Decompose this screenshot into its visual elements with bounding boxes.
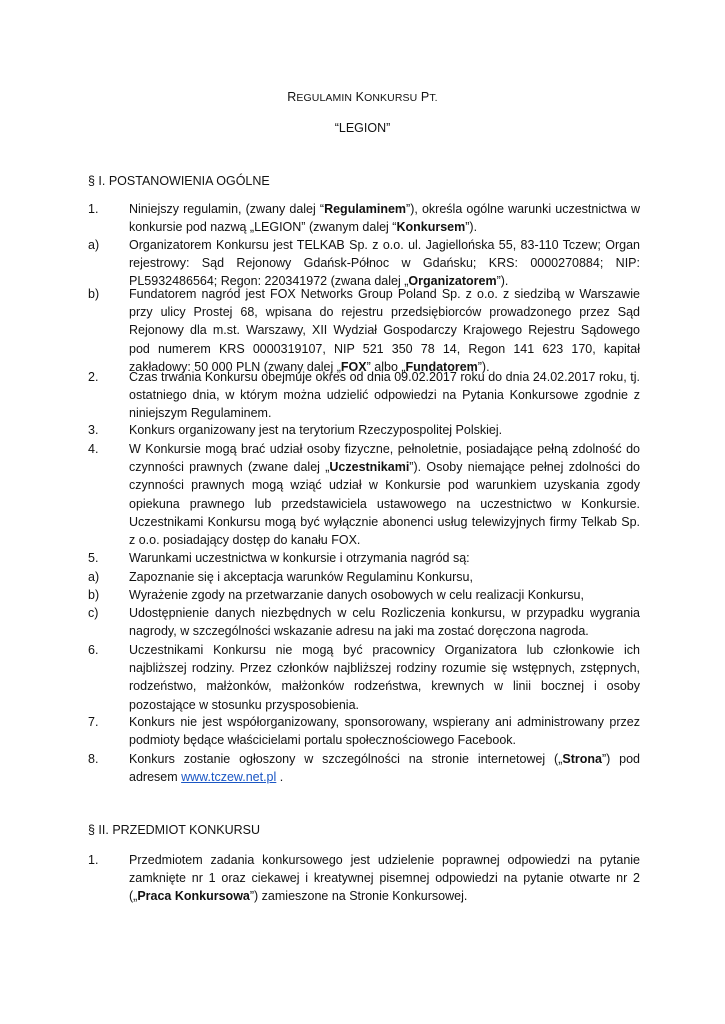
list-item: 3. Konkurs organizowany jest na terytorium Rzeczypospolitej Polskiej. (88, 423, 503, 437)
item-text: Czas trwania Konkursu obejmuje okres od dnia 09.02.2017 roku do dnia 24.02.2017 roku, tj. ostatniego dnia, w którym można udzielić odpowiedzi na Pytania Konkursowe zgodnie z niniejszym Regulaminem. (129, 370, 640, 421)
item-text: ”) pod adresem (129, 752, 641, 785)
item-text: Konkurs nie jest współorganizowany, sponsorowany, wspierany ani administrowany przez podmioty będące właścicielami portalu społecznościowego Facebook. (129, 715, 640, 748)
defined-term: Uczestnikami (329, 460, 410, 475)
list-item: a) Organizatorem Konkursu jest TELKAB Sp. z o.o. ul. Jagiellońska 55, 83-110 Tczew; Organ rejestrowy: Sąd Rejonowy Gdańsk-Północ w Gdańsku; KRS: 0000270884; NIP: PL5932486564; Regon: 220341972 (zwana dalej „Organizatorem”). (88, 238, 640, 289)
item-text: ” albo „ (366, 359, 406, 374)
document-title: REGULAMIN KONKURSU PT. (287, 90, 438, 104)
item-text: Organizatorem Konkursu jest TELKAB Sp. z o.o. ul. Jagiellońska 55, 83-110 Tczew; Organ rejestrowy: Sąd Rejonowy Gdańsk-Północ w Gdańsku; KRS: 0000270884; NIP: PL5932486564; Regon: 220341972 (zwana dalej „ (129, 238, 640, 289)
item-text: W Konkursie mogą brać udział osoby fizyczne, pełnoletnie, posiadające pełną zdolność do czynności prawnych (zwane dalej „ (129, 442, 640, 475)
list-item: 6. Uczestnikami Konkursu nie mogą być pracownicy Organizatora lub członkowie ich najbliższej rodziny. Przez członków najbliższej rodziny rozumie się wstępnych, zstępnych, rodzeństwo, małżonków, małżonków rodzeństwa, krewnych w linii bocznej i osoby pozostające w stosunku przysposobienia. (88, 643, 640, 712)
list-item: 4. W Konkursie mogą brać udział osoby fizyczne, pełnoletnie, posiadające pełną zdolność do czynności prawnych (zwane dalej „Uczestnikami”). Osoby niemające pełnej zdolności do czynności prawnych mogą wziąć udział w Konkursie pod warunkiem uzyskania zgody opiekuna prawnego lub przedstawiciela ustawowego na uczestnictwo w Konkursie. Uczestnikami Konkursu mogą być wyłącznie abonenci usług telewizyjnych firmy Telkab Sp. z o.o. posiadający dostęp do kanału FOX. (88, 442, 640, 548)
defined-term: Konkursem (396, 220, 466, 235)
defined-term: Regulaminem (324, 202, 407, 216)
item-text: Konkurs organizowany jest na terytorium Rzeczypospolitej Polskiej. (129, 423, 503, 437)
item-text: ”). (465, 220, 478, 235)
defined-term: Praca Konkursowa (137, 889, 250, 904)
defined-term: Strona (562, 752, 602, 766)
list-item: 1. Przedmiotem zadania konkursowego jest udzielenie poprawnej odpowiedzi na pytanie zamknięte nr 1 oraz ciekawej i kreatywnej pisemnej odpowiedzi na pytanie otwarte nr 2 („Praca Konkursowa”) zamieszone na Stronie Konkursowej. (88, 853, 640, 904)
item-text: Niniejszy regulamin, (zwany dalej “ (129, 202, 325, 216)
list-item: 5. Warunkami uczestnictwa w konkursie i otrzymania nagród są: (88, 551, 470, 565)
defined-term: FOX (340, 359, 367, 374)
website-link[interactable]: www.tczew.net.pl (181, 770, 277, 785)
item-text: Przedmiotem zadania konkursowego jest udzielenie poprawnej odpowiedzi na pytanie zamknięte nr 1 oraz ciekawej i kreatywnej pisemnej odpowiedzi na pytanie otwarte nr 2 („ (129, 853, 640, 904)
list-item: b) Wyrażenie zgody na przetwarzanie danych osobowych w celu realizacji Konkursu, (88, 588, 584, 602)
list-item: 8. Konkurs zostanie ogłoszony w szczególności na stronie internetowej („Strona”) pod adresem www.tczew.net.pl . (88, 752, 641, 785)
item-text: Fundatorem nagród jest FOX Networks Group Poland Sp. z o.o. z siedzibą w Warszawie przy ulicy Prostej 68, wpisana do rejestru przedsiębiorców prowadzonego przez Sąd Rejonowy dla m.st. Warszawy, XII Wydział Gospodarczy Krajowego Rejestru Sądowego pod numerem KRS 0000319107, NIP 521 350 78 14, Regon 141 623 170, kapitał zakładowy: 50 000 PLN (zwany dalej „ (129, 287, 640, 374)
list-item: 2. Czas trwania Konkursu obejmuje okres od dnia 09.02.2017 roku do dnia 24.02.2017 roku, tj. ostatniego dnia, w którym można udzielić odpowiedzi na Pytania Konkursowe zgodnie z niniejszym Regulaminem. (88, 370, 640, 421)
item-text: . (276, 770, 284, 785)
section-heading-subject: § II. PRZEDMIOT KONKURSU (88, 823, 261, 837)
item-text: ”). (496, 274, 509, 289)
item-text: Konkurs zostanie ogłoszony w szczególności na stronie internetowej („ (129, 752, 563, 766)
section-heading-general: § I. POSTANOWIENIA OGÓLNE (88, 174, 270, 188)
item-text: Warunkami uczestnictwa w konkursie i otrzymania nagród są: (129, 551, 470, 565)
list-item: a) Zapoznanie się i akceptacja warunków Regulaminu Konkursu, (88, 570, 473, 584)
item-text: Udostępnienie danych niezbędnych w celu Rozliczenia konkursu, w przypadku wygrania nagrody, w szczególności wskazanie adresu na jaki ma zostać doręczona nagroda. (129, 606, 640, 639)
item-text: Wyrażenie zgody na przetwarzanie danych osobowych w celu realizacji Konkursu, (129, 588, 584, 602)
defined-term: Fundatorem (405, 359, 478, 374)
item-text: Zapoznanie się i akceptacja warunków Regulaminu Konkursu, (129, 570, 473, 584)
list-item: b) Fundatorem nagród jest FOX Networks Group Poland Sp. z o.o. z siedzibą w Warszawie przy ulicy Prostej 68, wpisana do rejestru przedsiębiorców prowadzonego przez Sąd Rejonowy dla m.st. Warszawy, XII Wydział Gospodarczy Krajowego Rejestru Sądowego pod numerem KRS 0000319107, NIP 521 350 78 14, Regon 141 623 170, kapitał zakładowy: 50 000 PLN (zwany dalej „FOX” albo „Fundatorem”). (88, 287, 640, 374)
contest-name: “LEGION” (334, 121, 391, 135)
item-text: ”). Osoby niemające pełnej zdolności do czynności prawnych mogą wziąć udział w Konkursie pod warunkiem uzyskania zgody opiekuna prawnego lub przedstawiciela ustawowego na uczestnictwo w Konkursie. Uczestnikami Konkursu mogą być wyłącznie abonenci usług telewizyjnych firmy Telkab Sp. z o.o. posiadający dostęp do kanału FOX. (129, 460, 640, 548)
item-text: ”). (477, 359, 490, 374)
item-text: ”) zamieszone na Stronie Konkursowej. (249, 889, 468, 904)
list-item: 1. Niniejszy regulamin, (zwany dalej “Regulaminem”), określa ogólne warunki uczestnictwa w konkursie pod nazwą „LEGION” (zwanym dalej “Konkursem”). (88, 202, 640, 235)
item-text: Uczestnikami Konkursu nie mogą być pracownicy Organizatora lub członkowie ich najbliższej rodziny. Przez członków najbliższej rodziny rozumie się wstępnych, zstępnych, rodzeństwo, małżonków, małżonków rodzeństwa, krewnych w linii bocznej i osoby pozostające w stosunku przysposobienia. (129, 643, 640, 712)
list-item: c) Udostępnienie danych niezbędnych w celu Rozliczenia konkursu, w przypadku wygrania nagrody, w szczególności wskazanie adresu na jaki ma zostać doręczona nagroda. (88, 606, 640, 639)
list-item: 7. Konkurs nie jest współorganizowany, sponsorowany, wspierany ani administrowany przez podmioty będące właścicielami portalu społecznościowego Facebook. (88, 715, 640, 748)
defined-term: Organizatorem (408, 274, 497, 289)
item-text: ”), określa ogólne warunki uczestnictwa w konkursie pod nazwą „LEGION” (zwanym dalej “ (129, 202, 640, 235)
